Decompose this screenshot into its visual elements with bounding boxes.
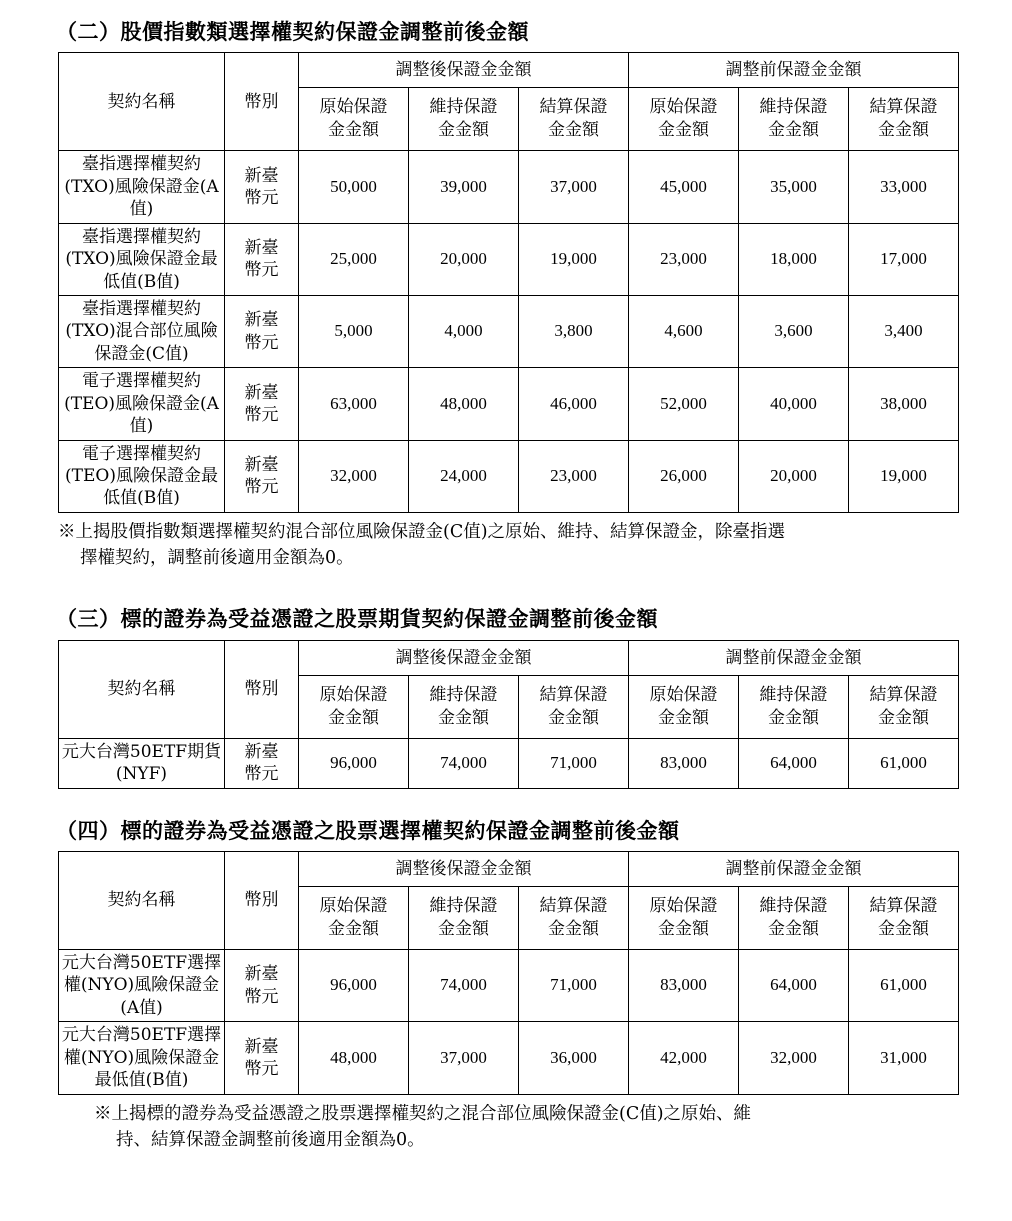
cell-before-settlement: 33,000 (849, 151, 959, 223)
table-head (59, 851, 959, 949)
cell-after-maintenance: 74,000 (409, 738, 519, 788)
table-row (59, 151, 959, 223)
cell-before-settlement: 19,000 (849, 440, 959, 512)
cell-before-maintenance: 32,000 (739, 1022, 849, 1094)
table-note: ※上揭標的證券為受益憑證之股票選擇權契約之混合部位風險保證金(C值)之原始、維 持、結算保證金調整前後適用金額為0。 (94, 1103, 752, 1150)
table-row (59, 440, 959, 512)
column-header-after-initial: 原始保證 金金額 (299, 886, 409, 949)
cell-after-settlement: 71,000 (519, 949, 629, 1021)
cell-before-maintenance: 40,000 (739, 368, 849, 440)
cell-after-settlement: 71,000 (519, 738, 629, 788)
cell-before-maintenance: 64,000 (739, 738, 849, 788)
table-row (59, 368, 959, 440)
cell-after-initial: 96,000 (299, 738, 409, 788)
column-header-after-settlement: 結算保證 金金額 (519, 675, 629, 738)
column-header-before-settlement: 結算保證 金金額 (849, 675, 959, 738)
cell-before-initial: 45,000 (629, 151, 739, 223)
table-row (59, 295, 959, 367)
table-row (59, 738, 959, 788)
table-head (59, 53, 959, 151)
margin-table (58, 851, 959, 1095)
cell-after-initial: 32,000 (299, 440, 409, 512)
cell-after-initial: 63,000 (299, 368, 409, 440)
cell-before-maintenance: 35,000 (739, 151, 849, 223)
column-header-before-settlement: 結算保證 金金額 (849, 88, 959, 151)
cell-after-maintenance: 37,000 (409, 1022, 519, 1094)
cell-currency: 新臺 幣元 (225, 295, 299, 367)
cell-after-initial: 50,000 (299, 151, 409, 223)
column-header-after-adjustment: 調整後保證金金額 (299, 851, 629, 886)
section-title: （二）股價指數類選擇權契約保證金調整前後金額 (56, 19, 529, 44)
margin-table (58, 640, 959, 789)
header-row-group (59, 851, 959, 886)
cell-before-settlement: 61,000 (849, 949, 959, 1021)
cell-after-settlement: 19,000 (519, 223, 629, 295)
cell-after-maintenance: 39,000 (409, 151, 519, 223)
column-header-after-maintenance: 維持保證 金金額 (409, 886, 519, 949)
column-header-before-settlement: 結算保證 金金額 (849, 886, 959, 949)
cell-currency: 新臺 幣元 (225, 151, 299, 223)
column-header-contract-name: 契約名稱 (59, 53, 225, 151)
header-row-group (59, 53, 959, 88)
cell-before-initial: 42,000 (629, 1022, 739, 1094)
section-etf-stock-options (34, 817, 978, 1153)
margin-table (58, 52, 959, 513)
table-body (59, 151, 959, 513)
cell-after-settlement: 37,000 (519, 151, 629, 223)
cell-after-initial: 48,000 (299, 1022, 409, 1094)
spacer (34, 795, 978, 817)
table-note: ※上揭股價指數類選擇權契約混合部位風險保證金(C值)之原始、維持、結算保證金，除臺指選 擇權契約，調整前後適用金額為0。 (58, 521, 786, 569)
column-header-after-adjustment: 調整後保證金金額 (299, 640, 629, 675)
cell-contract-name: 臺指選擇權契約(TXO)風險保證金最低值(B值) (59, 223, 225, 295)
cell-after-settlement: 3,800 (519, 295, 629, 367)
table-row (59, 1022, 959, 1094)
table-body (59, 738, 959, 788)
cell-before-maintenance: 20,000 (739, 440, 849, 512)
cell-after-initial: 5,000 (299, 295, 409, 367)
cell-before-initial: 26,000 (629, 440, 739, 512)
column-header-after-maintenance: 維持保證 金金額 (409, 88, 519, 151)
column-header-before-maintenance: 維持保證 金金額 (739, 886, 849, 949)
cell-contract-name: 元大台灣50ETF選擇權(NYO)風險保證金最低值(B值) (59, 1022, 225, 1094)
table-head (59, 640, 959, 738)
cell-after-maintenance: 48,000 (409, 368, 519, 440)
section-title: （四）標的證券為受益憑證之股票選擇權契約保證金調整前後金額 (56, 817, 680, 843)
table-body (59, 949, 959, 1094)
cell-before-settlement: 38,000 (849, 368, 959, 440)
cell-before-maintenance: 18,000 (739, 223, 849, 295)
cell-before-maintenance: 3,600 (739, 295, 849, 367)
section-title: （三）標的證券為受益憑證之股票期貨契約保證金調整前後金額 (56, 606, 658, 632)
cell-before-initial: 52,000 (629, 368, 739, 440)
cell-after-settlement: 46,000 (519, 368, 629, 440)
spacer (34, 577, 978, 605)
column-header-before-adjustment: 調整前保證金金額 (629, 851, 959, 886)
column-header-before-maintenance: 維持保證 金金額 (739, 88, 849, 151)
column-header-contract-name: 契約名稱 (59, 851, 225, 949)
column-header-after-initial: 原始保證 金金額 (299, 88, 409, 151)
section-stock-index-options (34, 18, 978, 571)
column-header-before-adjustment: 調整前保證金金額 (629, 640, 959, 675)
cell-contract-name: 電子選擇權契約(TEO)風險保證金(A值) (59, 368, 225, 440)
cell-after-settlement: 23,000 (519, 440, 629, 512)
table-row (59, 223, 959, 295)
column-header-currency: 幣別 (225, 851, 299, 949)
cell-contract-name: 電子選擇權契約(TEO)風險保證金最低值(B值) (59, 440, 225, 512)
cell-contract-name: 臺指選擇權契約(TXO)混合部位風險保證金(C值) (59, 295, 225, 367)
column-header-before-adjustment: 調整前保證金金額 (629, 53, 959, 88)
column-header-before-initial: 原始保證 金金額 (629, 675, 739, 738)
column-header-before-initial: 原始保證 金金額 (629, 886, 739, 949)
cell-currency: 新臺 幣元 (225, 1022, 299, 1094)
cell-after-initial: 25,000 (299, 223, 409, 295)
cell-before-initial: 83,000 (629, 738, 739, 788)
cell-before-maintenance: 64,000 (739, 949, 849, 1021)
cell-contract-name: 元大台灣50ETF選擇權(NYO)風險保證金(A值) (59, 949, 225, 1021)
column-header-after-settlement: 結算保證 金金額 (519, 886, 629, 949)
column-header-after-initial: 原始保證 金金額 (299, 675, 409, 738)
table-row (59, 949, 959, 1021)
cell-after-settlement: 36,000 (519, 1022, 629, 1094)
cell-after-maintenance: 74,000 (409, 949, 519, 1021)
cell-before-initial: 4,600 (629, 295, 739, 367)
column-header-currency: 幣別 (225, 53, 299, 151)
cell-contract-name: 元大台灣50ETF期貨(NYF) (59, 738, 225, 788)
column-header-before-maintenance: 維持保證 金金額 (739, 675, 849, 738)
column-header-contract-name: 契約名稱 (59, 640, 225, 738)
column-header-after-maintenance: 維持保證 金金額 (409, 675, 519, 738)
cell-contract-name: 臺指選擇權契約(TXO)風險保證金(A值) (59, 151, 225, 223)
column-header-before-initial: 原始保證 金金額 (629, 88, 739, 151)
cell-before-settlement: 3,400 (849, 295, 959, 367)
cell-after-initial: 96,000 (299, 949, 409, 1021)
cell-currency: 新臺 幣元 (225, 223, 299, 295)
cell-before-settlement: 61,000 (849, 738, 959, 788)
cell-currency: 新臺 幣元 (225, 368, 299, 440)
cell-after-maintenance: 20,000 (409, 223, 519, 295)
section-etf-stock-futures (34, 605, 978, 788)
cell-before-settlement: 31,000 (849, 1022, 959, 1094)
cell-before-initial: 23,000 (629, 223, 739, 295)
cell-currency: 新臺 幣元 (225, 738, 299, 788)
header-row-group (59, 640, 959, 675)
column-header-currency: 幣別 (225, 640, 299, 738)
cell-currency: 新臺 幣元 (225, 440, 299, 512)
cell-before-initial: 83,000 (629, 949, 739, 1021)
column-header-after-adjustment: 調整後保證金金額 (299, 53, 629, 88)
cell-currency: 新臺 幣元 (225, 949, 299, 1021)
cell-after-maintenance: 24,000 (409, 440, 519, 512)
cell-before-settlement: 17,000 (849, 223, 959, 295)
column-header-after-settlement: 結算保證 金金額 (519, 88, 629, 151)
cell-after-maintenance: 4,000 (409, 295, 519, 367)
